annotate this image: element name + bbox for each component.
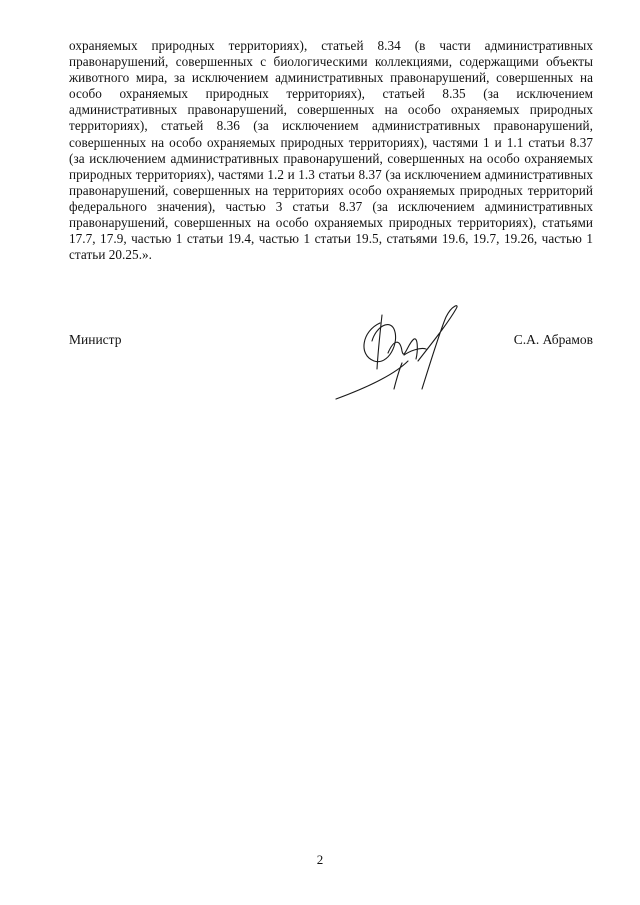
body-paragraph: охраняемых природных территориях), статьей 8.34 (в части административных правонарушений, совершенных с биологическими коллекциями, содержащими объекты животного мира, за исключением административных правонарушений, совершенных на особо охраняемых природных территориях), статьей 8.35 (за исключением административных правонарушений, совершенных на особо охраняемых природных территориях), статьей 8.36 (за исключением административных правонарушений, совершенных на особо охраняемых природных территориях), частями 1 и 1.1 статьи 8.37 (за исключением административных правонарушений, совершенных на особо охраняемых природных территориях), частями 1.2 и 1.3 статьи 8.37 (за исключением административных правонарушений, совершенных на территориях особо охраняемых природных территорий федерального значения), частью 3 статьи 8.37 (за исключением административных правонарушений, совершенных на особо охраняемых природных территориях), статьями 17.7, 17.9, частью 1 статьи 19.4, частью 1 статьи 19.5, статьями 19.6, 19.7, 19.26, частью 1 статьи 20.25.». bbox=[69, 38, 593, 263]
signer-name: С.А. Абрамов bbox=[513, 332, 593, 347]
signer-title: Министр bbox=[69, 332, 122, 347]
handwritten-signature bbox=[322, 303, 472, 403]
page-number: 2 bbox=[316, 852, 324, 867]
